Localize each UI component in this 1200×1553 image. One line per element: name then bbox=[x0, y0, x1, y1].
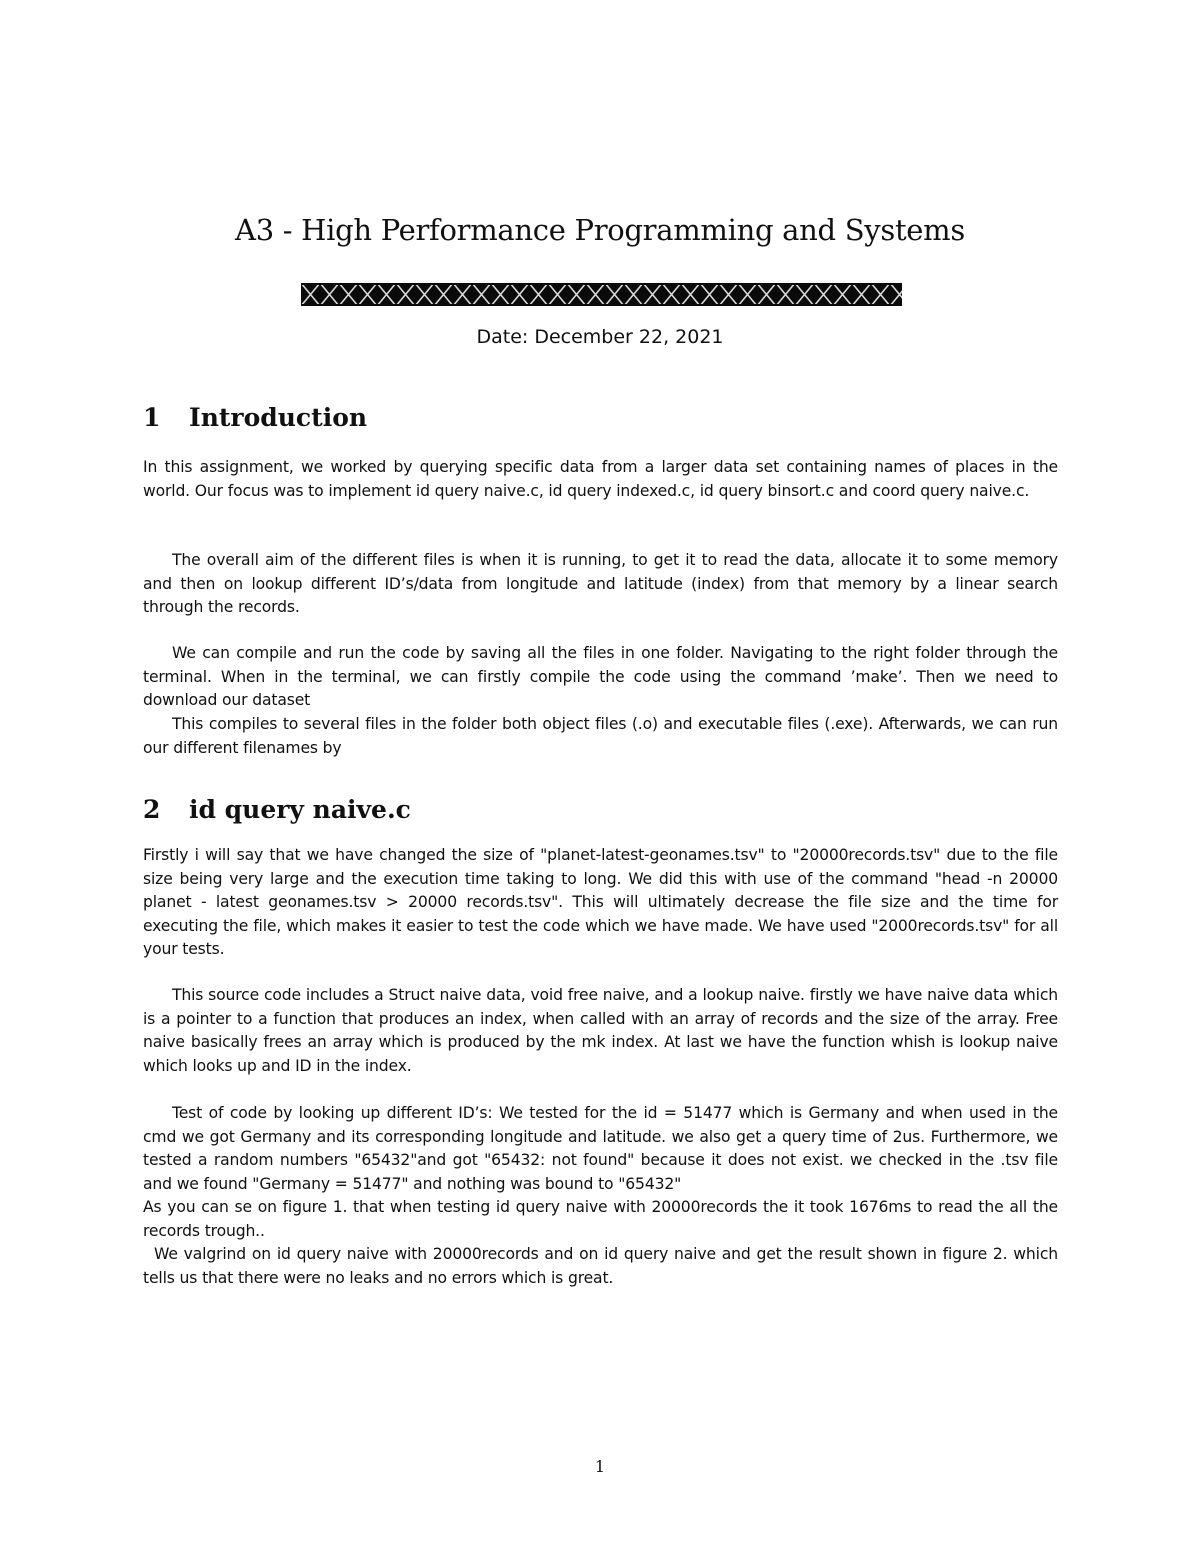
page-number: 1 bbox=[594, 1457, 606, 1476]
paragraph: We valgrind on id query naive with 20000records and on id query naive and get the result shown in figure 2. which tells us that there were no leaks and no errors which is great. bbox=[143, 1245, 1058, 1287]
redacted-author-bar bbox=[301, 283, 902, 306]
section-number: 1 bbox=[143, 403, 161, 432]
paragraph: This source code includes a Struct naive data, void free naive, and a lookup naive. firstly we have naive data which is a pointer to a function that produces an index, when called with an array of records and the size of the array. Free naive basically frees an array which is produced by the mk index. At last we have the function whish is lookup naive which looks up and ID in the index. bbox=[143, 986, 1058, 1075]
section-title: id query naive.c bbox=[189, 795, 411, 824]
section-title: Introduction bbox=[189, 403, 368, 432]
paragraph: Test of code by looking up different ID’s: We tested for the id = 51477 which is Germany and when used in the cmd we got Germany and its corresponding longitude and latitude. we also get a query time of 2us. Furthermore, we tested a random numbers "65432"and got "65432: not found" because it does not exist. we checked in the .tsv file and we found "Germany = 51477" and nothing was bound to "65432" bbox=[143, 1104, 1058, 1193]
crosshatch-pattern bbox=[301, 283, 902, 306]
document-date: Date: December 22, 2021 bbox=[476, 326, 724, 348]
paragraph: The overall aim of the different files is when it is running, to get it to read the data, allocate it to some memory and then on lookup different ID’s/data from longitude and latitude (index) from that memory by a linear search through the records. bbox=[143, 551, 1058, 617]
paragraph: Firstly i will say that we have changed the size of "planet-latest-geonames.tsv" to "20000records.tsv" due to the file size being very large and the execution time taking to long. We did this with use of the command "head -n 20000 planet - latest geonames.tsv > 20000 records.tsv". This will ultimately decrease the file size and the time for executing the file, which makes it easier to test the code which we have made. We have used "2000records.tsv" for all your tests. bbox=[143, 846, 1058, 959]
paragraph: We can compile and run the code by saving all the files in one folder. Navigating to the right folder through the terminal. When in the terminal, we can firstly compile the code using the command ’make’. Then we need to download our dataset bbox=[143, 644, 1058, 710]
section-heading-id-query-naive bbox=[143, 795, 411, 824]
paragraph: This compiles to several files in the folder both object files (.o) and executable files (.exe). Afterwards, we can run our different filenames by bbox=[143, 715, 1058, 757]
paragraph: In this assignment, we worked by querying specific data from a larger data set containing names of places in the world. Our focus was to implement id query naive.c, id query indexed.c, id query binsort.c and coord query naive.c. bbox=[143, 458, 1058, 500]
document-title: A3 - High Performance Programming and Systems bbox=[235, 213, 965, 247]
section-number: 2 bbox=[143, 795, 161, 824]
section-heading-introduction bbox=[143, 403, 367, 432]
paragraph: As you can se on figure 1. that when testing id query naive with 20000records the it took 1676ms to read the all the records trough.. bbox=[143, 1198, 1058, 1240]
